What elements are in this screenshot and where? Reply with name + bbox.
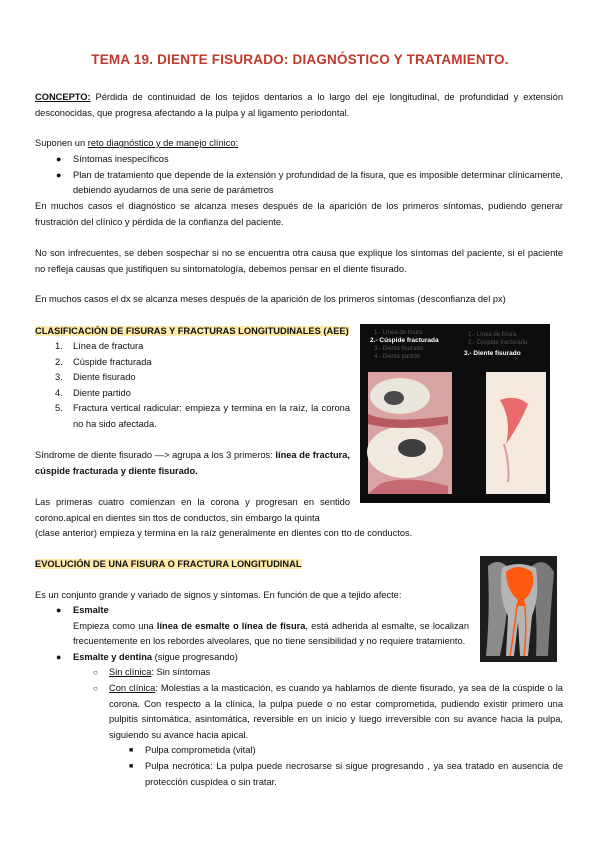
clasificacion-heading-text: CLASIFICACIÓN DE FISURAS Y FRACTURAS LONGITUDINALES (AEE) xyxy=(35,326,349,336)
reto-lead xyxy=(35,136,563,152)
concepto-paragraph xyxy=(35,90,563,121)
reto-link: reto diagnóstico y de manejo clínico: xyxy=(87,138,239,148)
item-number: 1. xyxy=(55,341,63,351)
photo-label-active: 2.- Cúspide fracturada xyxy=(370,337,439,344)
list-item xyxy=(129,743,563,759)
dentina-note: (sigue progresando) xyxy=(152,651,238,662)
list-item xyxy=(93,681,563,790)
sin-clinica-label: Sin clínica xyxy=(109,667,152,678)
item-number: 4. xyxy=(55,387,63,398)
list-item xyxy=(55,355,350,371)
square-bullet-icon: ■ xyxy=(129,747,134,755)
dental-photo-figure xyxy=(360,324,550,503)
reto-after: En muchos casos el diagnóstico se alcanza meses después de la aparición de los primeros síntomas, pudiendo generar frustración del clínico y pérdida de la confianza del paciente. xyxy=(35,201,563,227)
item-text: Diente partido xyxy=(73,387,131,398)
bullet-icon: ● xyxy=(56,605,62,615)
sindrome-bold: línea de fractura, cúspide fracturada y diente fisurado. xyxy=(35,450,351,476)
esmalte-pre: Empieza como una xyxy=(73,620,157,631)
esmalte-text xyxy=(73,619,469,650)
evolucion-list xyxy=(56,603,563,790)
list-item xyxy=(56,152,563,168)
evolucion-heading xyxy=(35,557,302,573)
item-number: 3. xyxy=(55,372,63,383)
item-text: Fractura vertical radicular: empieza y termina en la raíz, la corona no ha sido afectada. xyxy=(73,403,350,429)
bullet-icon: ● xyxy=(56,169,62,180)
circle-bullet-icon: ○ xyxy=(93,683,98,693)
sindrome-paragraph xyxy=(35,448,350,479)
list-item xyxy=(55,339,350,355)
list-item xyxy=(55,386,350,402)
page-title: TEMA 19. DIENTE FISURADO: DIAGNÓSTICO Y TRATAMIENTO. xyxy=(91,52,509,67)
esmalte-post: , está adherida al esmalte, se localizan frecuentemente en los rebordes alveolares, que no tiene sensibilidad y no requiere tratamiento. xyxy=(73,620,469,647)
concepto-text: Pérdida de continuidad de los tejidos dentarios a lo largo del eje longitudinal, de profundidad y extensión desconocidas, que progresa afectando a la pulpa y al ligamento periodontal. xyxy=(35,92,563,118)
reto-list xyxy=(56,152,563,199)
item-text: Línea de fractura xyxy=(73,341,144,351)
evolucion-intro: Es un conjunto grande y variado de signos y síntomas. En función de que a tejido afecte: xyxy=(35,590,402,600)
pulpa-sublist xyxy=(129,743,563,790)
photo-label-faded: 1.- Línea de fisura xyxy=(374,330,423,336)
list-item xyxy=(55,401,350,432)
con-clinica-text: : Molestias a la masticación, es cuando ya hablamos de diente fisurado, ya sea de la cúspide o la corona. Con respecto a la clínica, la pulpa puede o no estar comprometida, pudiendo existir primero una pulpitis sintomática, asintomática, reversible en un inicio y luego irreversible con su avance hacia la pulpa, siguiendo su avance hacia apical. xyxy=(109,682,563,740)
esmalte-bold: línea de esmalte o línea de fisura xyxy=(156,620,306,631)
pulpa-text: Pulpa comprometida (vital) xyxy=(145,745,256,756)
item-number: 5. xyxy=(55,403,63,414)
sin-clinica-text: : Sin síntomas xyxy=(151,667,211,678)
esmalte-label: Esmalte xyxy=(73,605,109,615)
concepto-label: CONCEPTO: xyxy=(35,92,91,102)
list-item-text: Síntomas inespecíficos xyxy=(73,154,169,164)
photo-label-faded: 1.- Línea de fisura xyxy=(468,332,517,338)
photo-label-faded: 3.- Diente fisurado xyxy=(374,346,424,352)
item-text: Cúspide fracturada xyxy=(73,356,152,367)
list-item xyxy=(129,759,563,790)
evolucion-heading-text: EVOLUCIÓN DE UNA FISURA O FRACTURA LONGITUDINAL xyxy=(35,559,302,569)
bullet-icon: ● xyxy=(56,154,62,164)
reto-lead-text: Suponen un xyxy=(35,138,88,148)
photo-label-active: 3.- Diente fisurado xyxy=(464,350,521,357)
photo-label-faded: 2.- Cúspide fracturada xyxy=(468,340,528,346)
dental-photo xyxy=(360,324,550,503)
square-bullet-icon: ■ xyxy=(129,762,134,770)
sindrome-lead: Síndrome de diente fisurado —> agrupa a los 3 primeros: xyxy=(35,450,276,460)
paragraph-sospecha: No son infrecuentes, se deben sospechar si no se encuentra otra causa que explique los síntomas del paciente, si el paciente no refleja causas que justifiquen su sintomatología, debemos pensar en el diente fisurado. xyxy=(35,248,563,274)
list-item-dentina xyxy=(56,650,563,790)
pulpa-text: Pulpa necrótica: La pulpa puede necrosarse si sigue progresando , ya sea tratado en ausencia de protección cuspídea o sin tratar. xyxy=(145,760,563,787)
list-item xyxy=(93,665,563,681)
list-item-esmalte xyxy=(56,603,563,650)
item-text: Diente fisurado xyxy=(73,372,136,383)
cuatro-end: (clase anterior) empieza y termina en la raíz generalmente en dientes con tto de conductos. xyxy=(35,528,413,538)
list-item xyxy=(56,168,563,199)
circle-bullet-icon: ○ xyxy=(93,668,98,678)
bullet-icon: ● xyxy=(56,651,62,662)
cuatro-paragraph: Las primeras cuatro comienzan en la corona y progresan en sentido corono.apical en dientes sin ttos de conductos, sin embargo la quinta xyxy=(35,497,350,523)
item-number: 2. xyxy=(55,356,63,367)
list-item xyxy=(55,370,350,386)
dentina-label: Esmalte y dentina xyxy=(73,651,153,662)
con-clinica-label: Con clínica xyxy=(109,682,156,693)
clasificacion-heading xyxy=(35,324,349,340)
paragraph-dx: En muchos casos el dx se alcanza meses después de la aparición de los primeros síntomas (desconfianza del px) xyxy=(35,294,506,304)
list-item-text: Plan de tratamiento que depende de la extensión y profundidad de la fisura, que es imposible determinar clínicamente, debiendo ayudarnos de una serie de parámetros xyxy=(73,169,563,196)
photo-label-faded: 4.- Diente partido xyxy=(374,354,421,360)
clasificacion-list xyxy=(55,339,350,433)
dentina-sublist xyxy=(93,665,563,790)
